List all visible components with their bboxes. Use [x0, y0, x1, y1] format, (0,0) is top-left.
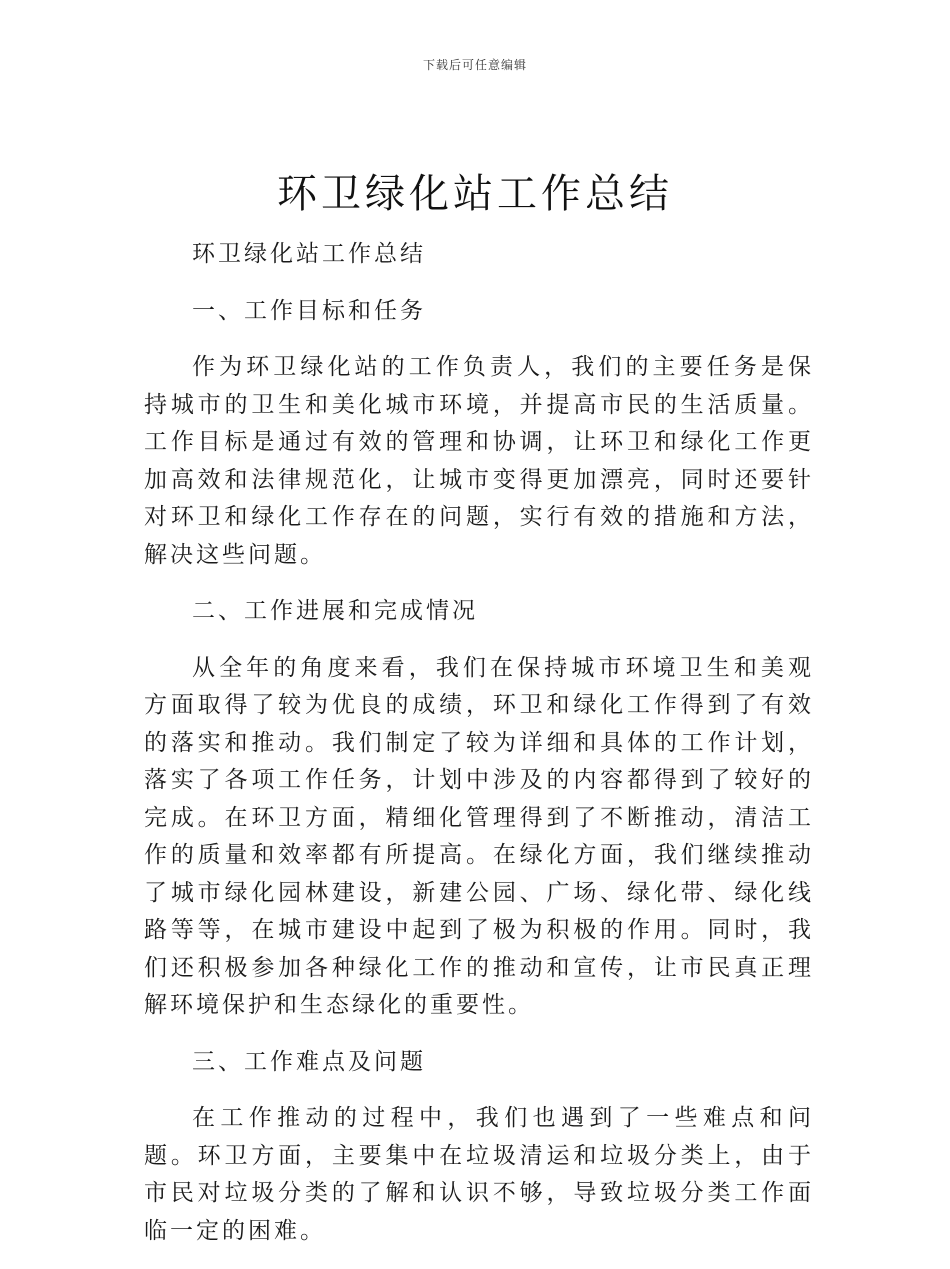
section-heading-1: 一、工作目标和任务 [192, 297, 426, 324]
document-body [144, 236, 814, 1269]
header-note: 下载后可任意编辑 [422, 58, 527, 72]
body-paragraph-1: 作为环卫绿化站的工作负责人，我们的主要任务是保持城市的卫生和美化城市环境，并提高市民的生活质量。工作目标是通过有效的管理和协调，让环卫和绿化工作更加高效和法律规范化，让城市变得更加漂亮，同时还要针对环卫和绿化工作存在的问题，实行有效的措施和方法，解决这些问题。 [144, 354, 814, 568]
body-paragraph-3: 在工作推动的过程中，我们也遇到了一些难点和问题。环卫方面，主要集中在垃圾清运和垃圾分类上，由于市民对垃圾分类的了解和认识不够，导致垃圾分类工作面临一定的困难。 [144, 1105, 814, 1244]
section-heading-2: 二、工作进展和完成情况 [192, 598, 478, 624]
subtitle-paragraph: 环卫绿化站工作总结 [192, 241, 426, 267]
section-heading-3: 三、工作难点及问题 [192, 1048, 426, 1075]
document-title: 环卫绿化站工作总结 [277, 171, 673, 217]
body-paragraph-2: 从全年的角度来看，我们在保持城市环境卫生和美观方面取得了较为优良的成绩，环卫和绿化工作得到了有效的落实和推动。我们制定了较为详细和具体的工作计划，落实了各项工作任务，计划中涉及的内容都得到了较好的完成。在环卫方面，精细化管理得到了不断推动，清洁工作的质量和效率都有所提高。在绿化方面，我们继续推动了城市绿化园林建设，新建公园、广场、绿化带、绿化线路等等，在城市建设中起到了极为积极的作用。同时，我们还积极参加各种绿化工作的推动和宣传，让市民真正理解环境保护和生态绿化的重要性。 [144, 654, 814, 1018]
